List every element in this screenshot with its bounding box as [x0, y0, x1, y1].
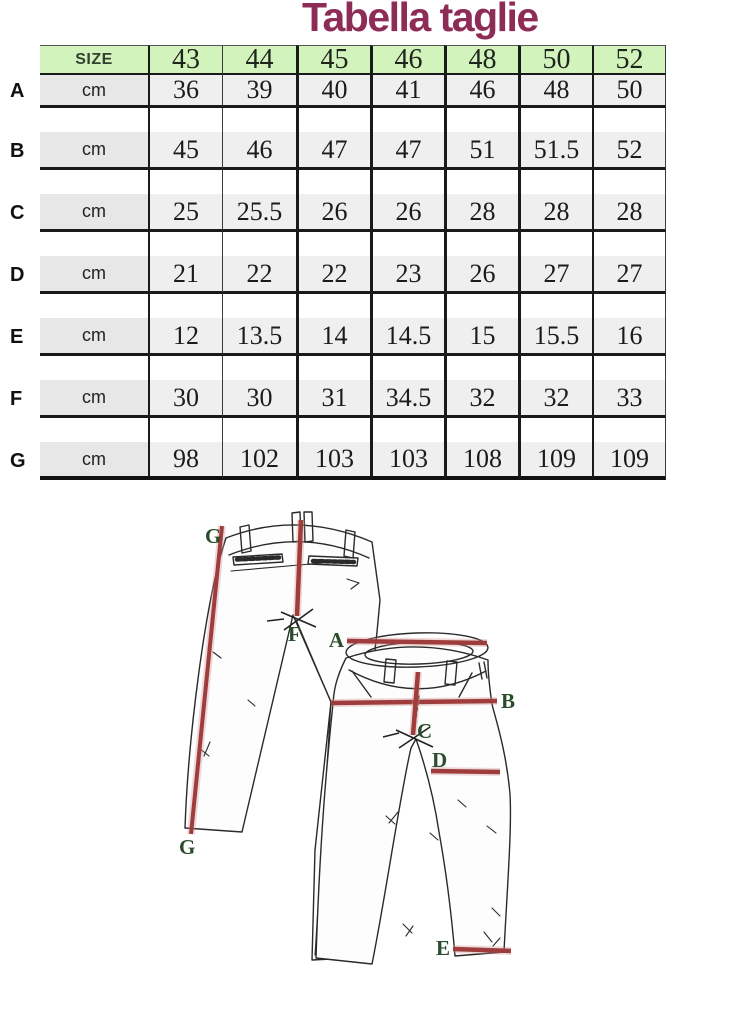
value-cell: 28 [592, 194, 666, 232]
spacer-cell [592, 418, 666, 442]
spacer-cell [222, 108, 296, 132]
spacer-cell [518, 356, 592, 380]
spacer-cell [148, 170, 222, 194]
value-cell: 48 [518, 75, 592, 108]
value-cell: 32 [518, 380, 592, 418]
value-cell: 103 [370, 442, 444, 480]
value-cell: 30 [148, 380, 222, 418]
size-column-header: 50 [518, 45, 592, 75]
size-table [0, 45, 666, 480]
measure-label-f: F [288, 622, 301, 646]
measurement-diagram [0, 500, 741, 1019]
unit-cell: cm [40, 256, 148, 294]
spacer-cell [0, 108, 40, 132]
spacer-cell [222, 170, 296, 194]
spacer-cell [40, 108, 148, 132]
value-cell: 14 [296, 318, 370, 356]
value-cell: 46 [444, 75, 518, 108]
spacer-cell [148, 418, 222, 442]
size-column-header: 43 [148, 45, 222, 75]
row-letter: D [0, 256, 40, 294]
measure-label-e: E [435, 936, 450, 960]
value-cell: 33 [592, 380, 666, 418]
spacer-cell [444, 232, 518, 256]
value-cell: 22 [222, 256, 296, 294]
unit-cell: cm [40, 194, 148, 232]
spacer-cell [296, 232, 370, 256]
value-cell: 40 [296, 75, 370, 108]
value-cell: 28 [444, 194, 518, 232]
row-letter: F [0, 380, 40, 418]
spacer-cell [40, 418, 148, 442]
spacer-cell [222, 294, 296, 318]
size-column-header: 44 [222, 45, 296, 75]
spacer-cell [0, 232, 40, 256]
pants-front-view-drawing [316, 631, 510, 964]
size-header-label: SIZE [40, 45, 148, 75]
spacer-cell [0, 170, 40, 194]
measure-label-c: C [417, 719, 433, 743]
spacer-cell [148, 294, 222, 318]
unit-cell: cm [40, 318, 148, 356]
spacer-cell [0, 418, 40, 442]
value-cell: 39 [222, 75, 296, 108]
spacer-cell [222, 356, 296, 380]
value-cell: 108 [444, 442, 518, 480]
value-cell: 47 [370, 132, 444, 170]
measure-label-a: A [328, 628, 344, 652]
spacer-cell [40, 170, 148, 194]
spacer-cell [296, 418, 370, 442]
value-cell: 30 [222, 380, 296, 418]
value-cell: 21 [148, 256, 222, 294]
value-cell: 28 [518, 194, 592, 232]
value-cell: 109 [592, 442, 666, 480]
spacer-cell [296, 170, 370, 194]
spacer-cell [0, 294, 40, 318]
spacer-cell [444, 170, 518, 194]
value-cell: 46 [222, 132, 296, 170]
spacer-cell [444, 418, 518, 442]
spacer-cell [148, 108, 222, 132]
page-title: Tabella taglie [302, 0, 538, 40]
spacer-cell [444, 356, 518, 380]
unit-cell: cm [40, 75, 148, 108]
value-cell: 23 [370, 256, 444, 294]
size-column-header: 45 [296, 45, 370, 75]
row-letter: B [0, 132, 40, 170]
value-cell: 15 [444, 318, 518, 356]
spacer-cell [40, 294, 148, 318]
spacer-cell [370, 418, 444, 442]
spacer-cell [518, 108, 592, 132]
row-letter: A [0, 75, 40, 108]
spacer-cell [296, 356, 370, 380]
value-cell: 27 [518, 256, 592, 294]
size-column-header: 48 [444, 45, 518, 75]
value-cell: 12 [148, 318, 222, 356]
value-cell: 109 [518, 442, 592, 480]
spacer-cell [444, 294, 518, 318]
value-cell: 13.5 [222, 318, 296, 356]
value-cell: 52 [592, 132, 666, 170]
spacer-cell [370, 108, 444, 132]
measure-label-g-bottom: G [179, 835, 196, 859]
unit-cell: cm [40, 132, 148, 170]
value-cell: 51 [444, 132, 518, 170]
spacer-cell [222, 418, 296, 442]
value-cell: 51.5 [518, 132, 592, 170]
value-cell: 50 [592, 75, 666, 108]
spacer-cell [40, 356, 148, 380]
spacer-cell [222, 232, 296, 256]
measure-label-b: B [501, 689, 516, 713]
spacer-cell [592, 170, 666, 194]
spacer-cell [592, 294, 666, 318]
value-cell: 15.5 [518, 318, 592, 356]
value-cell: 32 [444, 380, 518, 418]
spacer-cell [592, 232, 666, 256]
spacer-cell [592, 356, 666, 380]
spacer-cell [592, 108, 666, 132]
spacer-cell [518, 170, 592, 194]
measure-line-e [453, 949, 511, 951]
header-corner-cell [0, 45, 40, 75]
value-cell: 41 [370, 75, 444, 108]
spacer-cell [370, 232, 444, 256]
size-column-header: 46 [370, 45, 444, 75]
value-cell: 98 [148, 442, 222, 480]
measure-line-f [297, 520, 301, 616]
unit-cell: cm [40, 380, 148, 418]
value-cell: 45 [148, 132, 222, 170]
spacer-cell [518, 418, 592, 442]
value-cell: 34.5 [370, 380, 444, 418]
spacer-cell [148, 356, 222, 380]
value-cell: 47 [296, 132, 370, 170]
spacer-cell [0, 356, 40, 380]
value-cell: 25.5 [222, 194, 296, 232]
unit-cell: cm [40, 442, 148, 480]
value-cell: 36 [148, 75, 222, 108]
value-cell: 102 [222, 442, 296, 480]
spacer-cell [518, 232, 592, 256]
row-letter: G [0, 442, 40, 480]
value-cell: 25 [148, 194, 222, 232]
value-cell: 26 [370, 194, 444, 232]
row-letter: C [0, 194, 40, 232]
value-cell: 22 [296, 256, 370, 294]
spacer-cell [148, 232, 222, 256]
spacer-cell [296, 108, 370, 132]
measure-label-d: D [432, 748, 448, 772]
row-letter: E [0, 318, 40, 356]
spacer-cell [370, 356, 444, 380]
size-column-header: 52 [592, 45, 666, 75]
spacer-cell [40, 232, 148, 256]
spacer-cell [370, 170, 444, 194]
measure-label-g-top: G [205, 524, 222, 548]
spacer-cell [370, 294, 444, 318]
value-cell: 31 [296, 380, 370, 418]
value-cell: 26 [444, 256, 518, 294]
spacer-cell [518, 294, 592, 318]
spacer-cell [296, 294, 370, 318]
spacer-cell [444, 108, 518, 132]
value-cell: 27 [592, 256, 666, 294]
measure-line-a [347, 641, 487, 643]
value-cell: 14.5 [370, 318, 444, 356]
value-cell: 26 [296, 194, 370, 232]
value-cell: 103 [296, 442, 370, 480]
value-cell: 16 [592, 318, 666, 356]
